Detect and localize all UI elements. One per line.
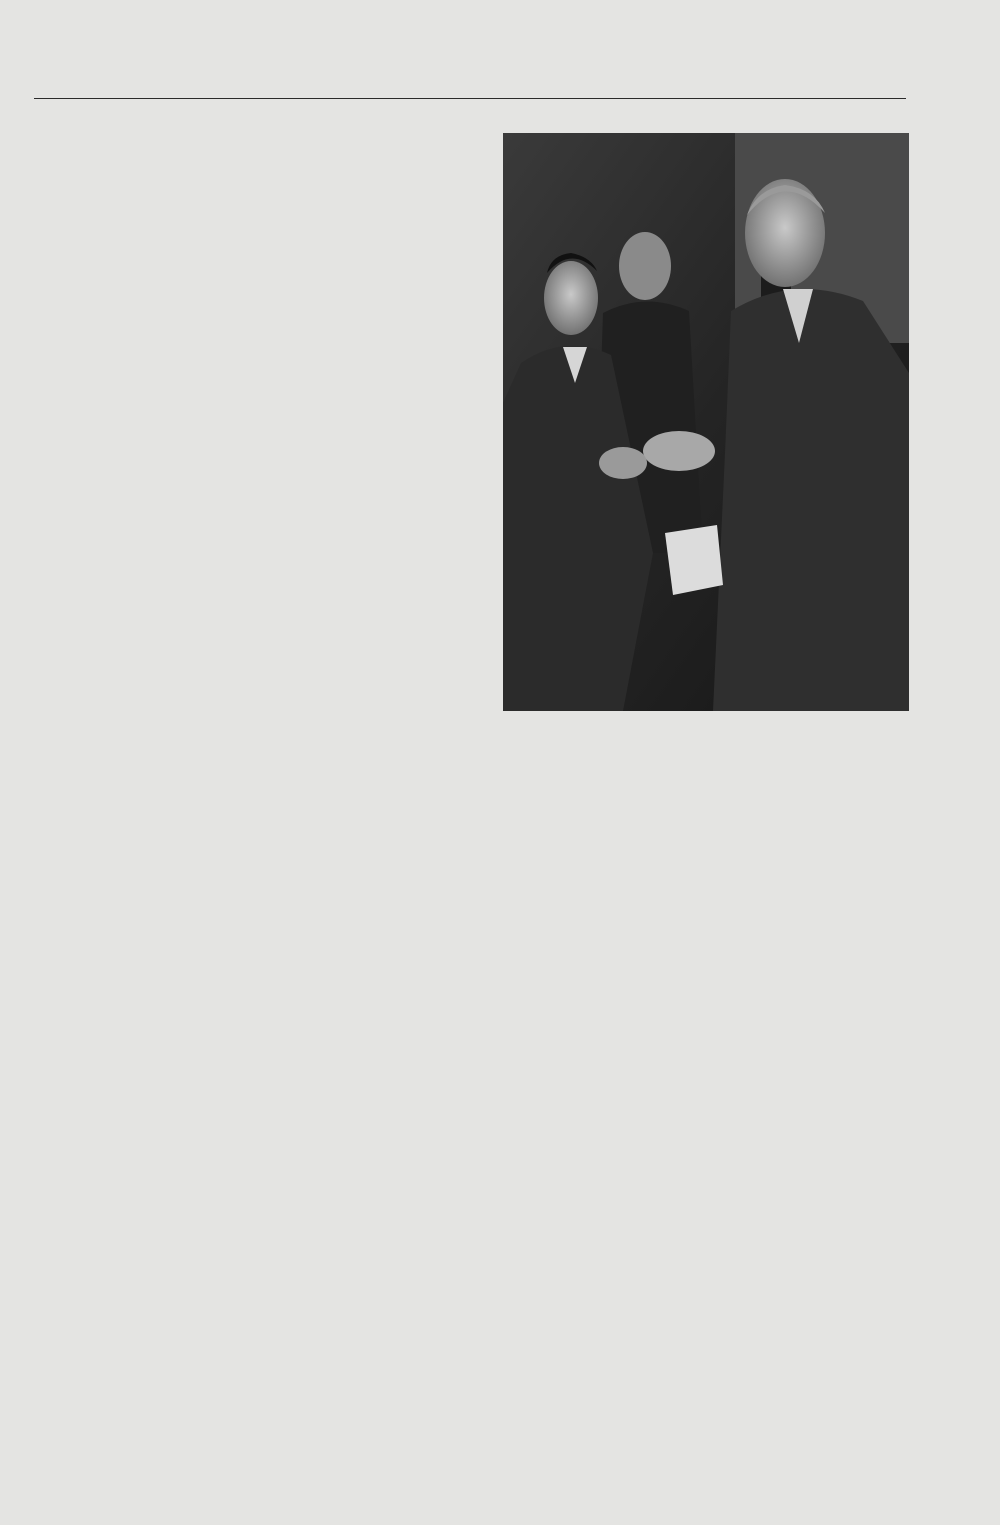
photograph xyxy=(503,133,909,711)
running-head xyxy=(34,58,906,99)
